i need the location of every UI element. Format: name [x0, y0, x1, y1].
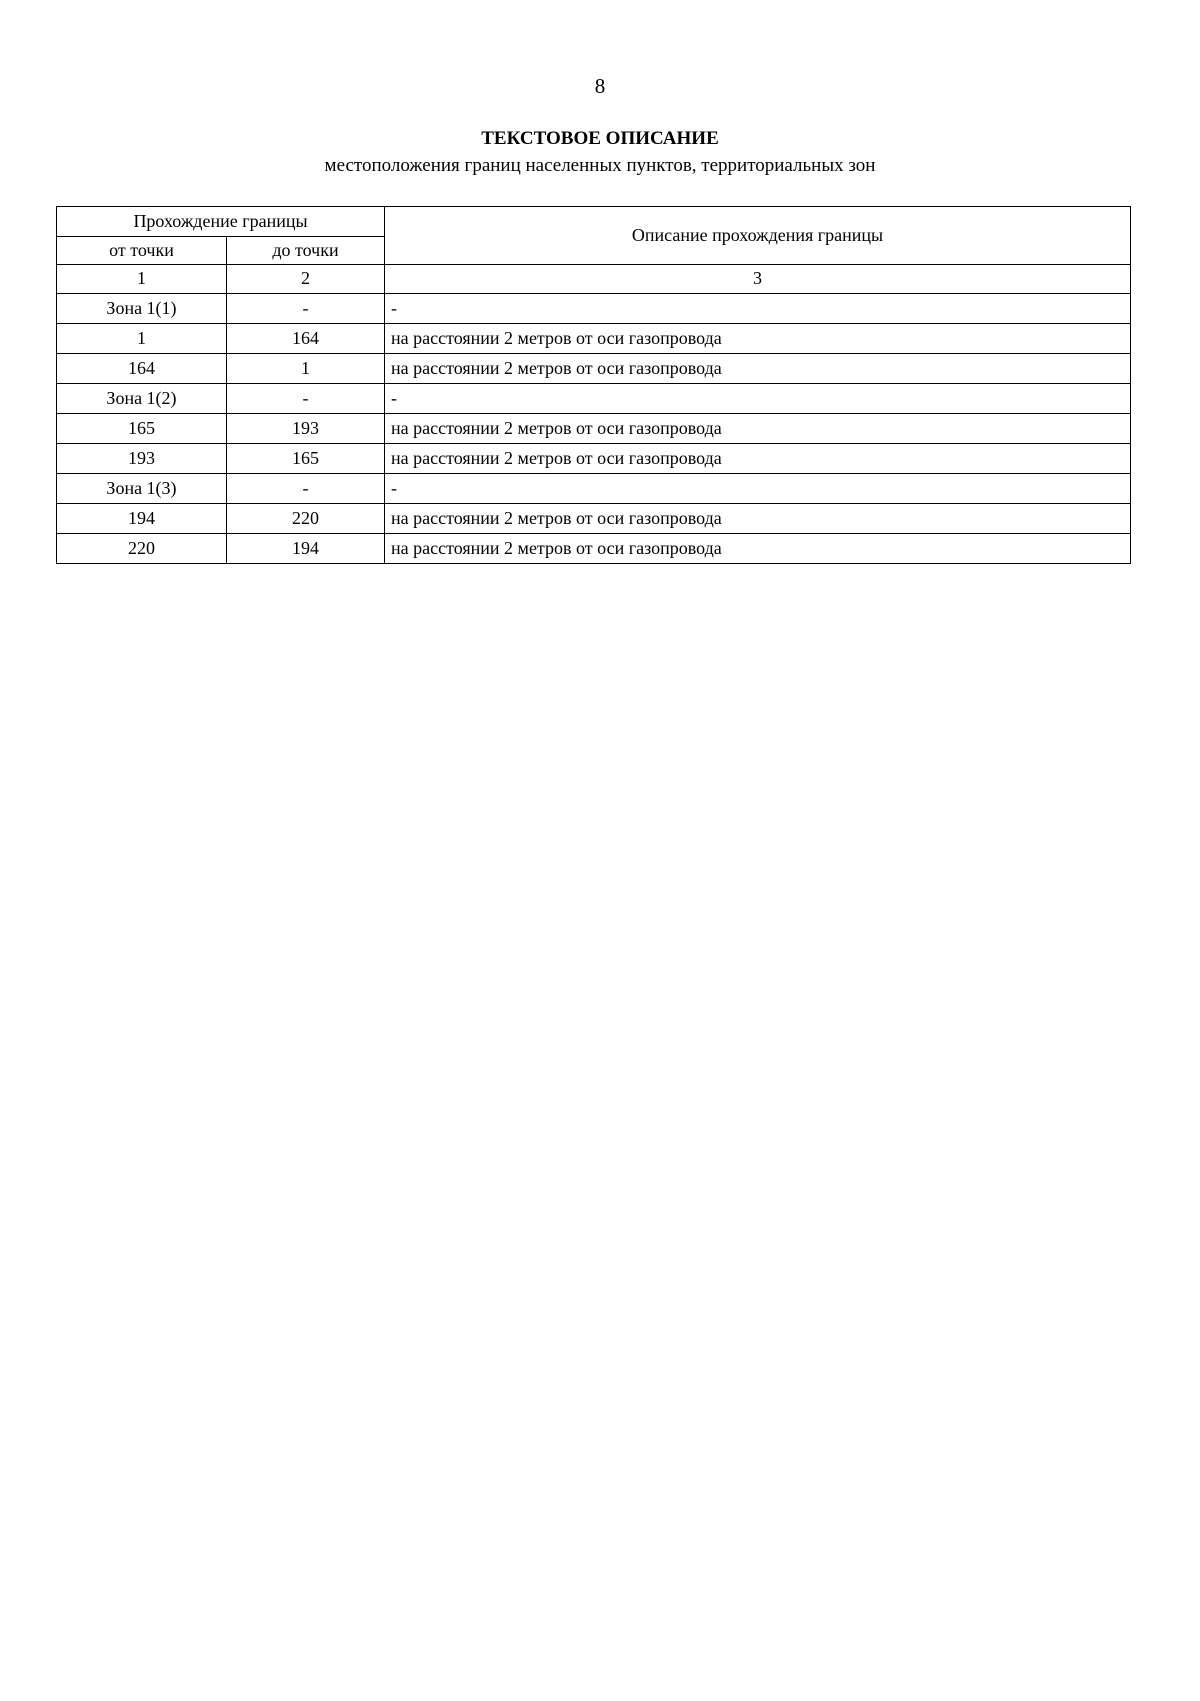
table-row [57, 444, 1131, 474]
column-number-1: 1 [57, 265, 227, 294]
table-row [57, 534, 1131, 564]
to-point-cell: 165 [227, 444, 385, 474]
header-description: Описание прохождения границы [385, 207, 1131, 265]
description-cell: на расстоянии 2 метров от оси газопровода [385, 324, 1131, 354]
from-point-cell: Зона 1(2) [57, 384, 227, 414]
to-point-cell: 220 [227, 504, 385, 534]
page-number: 8 [594, 74, 606, 98]
table-row [57, 384, 1131, 414]
to-point-cell: - [227, 384, 385, 414]
description-cell: на расстоянии 2 метров от оси газопровода [385, 444, 1131, 474]
from-point-cell: 194 [57, 504, 227, 534]
from-point-cell: 165 [57, 414, 227, 444]
description-cell: на расстоянии 2 метров от оси газопровода [385, 414, 1131, 444]
to-point-cell: 193 [227, 414, 385, 444]
description-cell: на расстоянии 2 метров от оси газопровода [385, 354, 1131, 384]
to-point-cell: - [227, 474, 385, 504]
document-title: ТЕКСТОВОЕ ОПИСАНИЕ [481, 128, 719, 149]
from-point-cell: 1 [57, 324, 227, 354]
table-row [57, 474, 1131, 504]
table-row [57, 504, 1131, 534]
table-row [57, 294, 1131, 324]
table-row [57, 354, 1131, 384]
description-cell: - [385, 384, 1131, 414]
to-point-cell: - [227, 294, 385, 324]
from-point-cell: 220 [57, 534, 227, 564]
to-point-cell: 194 [227, 534, 385, 564]
table-row [57, 414, 1131, 444]
from-point-cell: 193 [57, 444, 227, 474]
table-row [57, 324, 1131, 354]
description-cell: на расстоянии 2 метров от оси газопровода [385, 534, 1131, 564]
boundary-description-table [56, 206, 1131, 564]
column-number-2: 2 [227, 265, 385, 294]
document-subtitle: местоположения границ населенных пунктов, территориальных зон [324, 155, 876, 176]
header-from-point: от точки [57, 237, 227, 265]
header-boundary-passage: Прохождение границы [57, 207, 385, 237]
column-number-3: 3 [385, 265, 1131, 294]
from-point-cell: Зона 1(1) [57, 294, 227, 324]
description-cell: на расстоянии 2 метров от оси газопровода [385, 504, 1131, 534]
header-to-point: до точки [227, 237, 385, 265]
to-point-cell: 1 [227, 354, 385, 384]
description-cell: - [385, 294, 1131, 324]
description-cell: - [385, 474, 1131, 504]
to-point-cell: 164 [227, 324, 385, 354]
from-point-cell: Зона 1(3) [57, 474, 227, 504]
from-point-cell: 164 [57, 354, 227, 384]
